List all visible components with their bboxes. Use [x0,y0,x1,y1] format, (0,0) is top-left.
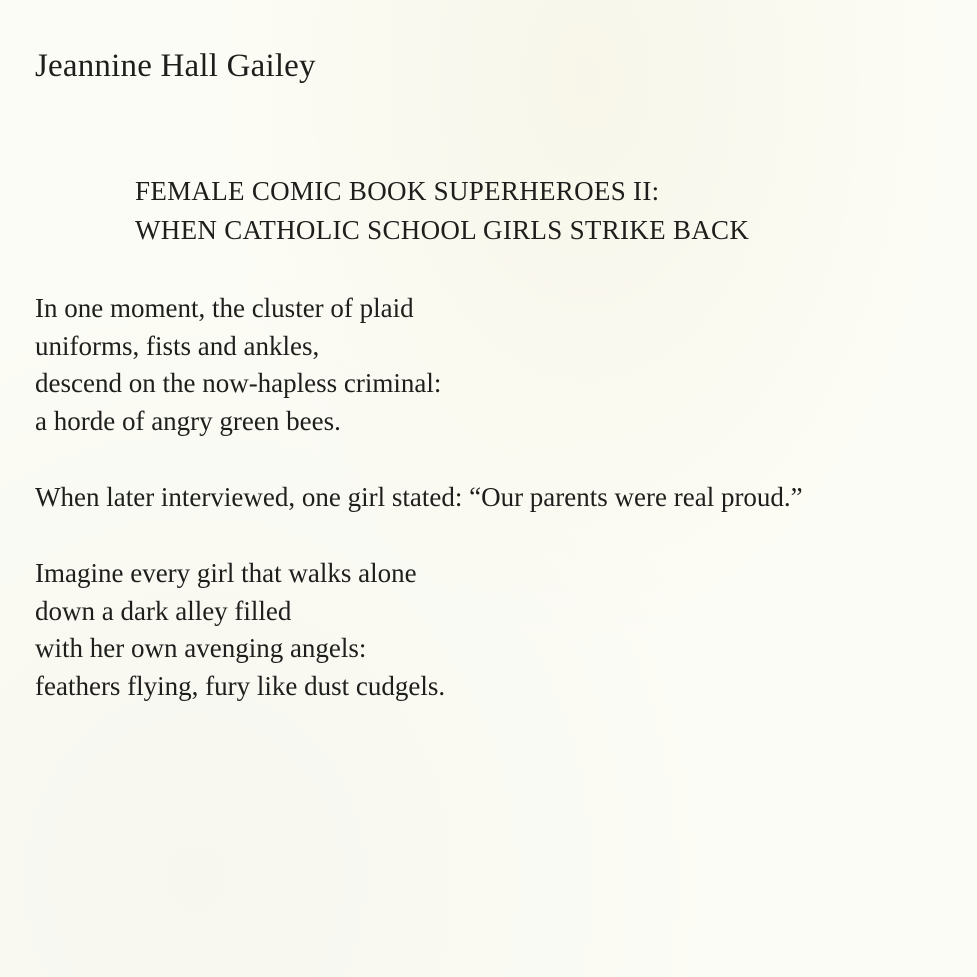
stanza [35,555,445,705]
stanza [35,290,441,440]
poem-title [135,172,749,250]
poem-line: When later interviewed, one girl stated: “Our parents were real proud.” [35,482,803,512]
poem-line: descend on the now-hapless criminal: [35,368,442,398]
poem-line: In one moment, the cluster of plaid [35,293,414,323]
stanza [35,479,803,517]
poem-line: down a dark alley filled [35,595,292,626]
poem-line: uniforms, fists and ankles, [35,330,320,361]
poem-title-line: FEMALE COMIC BOOK SUPERHEROES II: [135,176,660,206]
poem-line: with her own avenging angels: [35,633,367,663]
poem-title-line: WHEN CATHOLIC SCHOOL GIRLS STRIKE BACK [135,215,750,245]
poem-line: a horde of angry green bees. [35,405,341,436]
poem-line: feathers flying, fury like dust cudgels. [35,670,446,701]
author-name: Jeannine Hall Gailey [35,48,316,84]
poem-line: Imagine every girl that walks alone [35,558,417,588]
